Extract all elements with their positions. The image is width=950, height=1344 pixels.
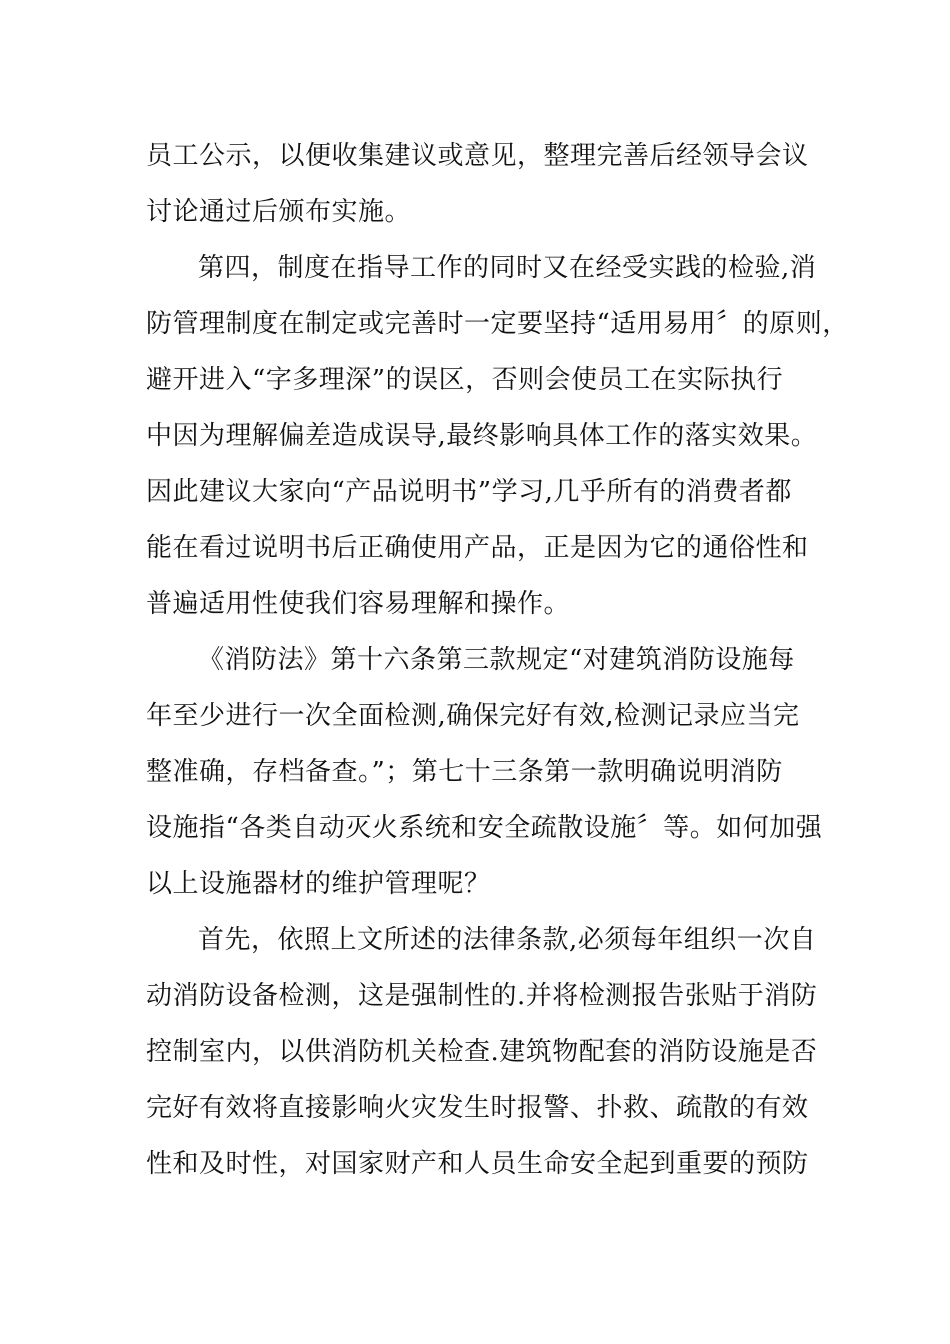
text-line: 防管理制度在制定或完善时一定要坚持“适用易用〞的原则， bbox=[146, 309, 849, 339]
text-line: 设施指“各类自动灭火系统和安全疏散设施〞等。如何加强 bbox=[146, 813, 823, 843]
text-line: 以上设施器材的维护管理呢？ bbox=[146, 869, 491, 899]
text-line: 普遍适用性使我们容易理解和操作。 bbox=[146, 589, 571, 619]
text-line: 员工公示，以便收集建议或意见，整理完善后经领导会议 bbox=[146, 141, 809, 171]
text-line: 能在看过说明书后正确使用产品，正是因为它的通俗性和 bbox=[146, 533, 809, 563]
text-line: 性和及时性，对国家财产和人员生命安全起到重要的预防 bbox=[146, 1149, 809, 1179]
text-line: 年至少进行一次全面检测,确保完好有效,检测记录应当完 bbox=[146, 701, 800, 731]
body-text bbox=[146, 128, 849, 1192]
paragraph-start-line: 首先，依照上文所述的法律条款,必须每年组织一次自 bbox=[198, 925, 817, 955]
text-line: 避开进入“字多理深”的误区，否则会使员工在实际执行 bbox=[146, 365, 784, 395]
paragraph-start-line: 《消防法》第十六条第三款规定“对建筑消防设施每 bbox=[198, 645, 795, 675]
text-line: 讨论通过后颁布实施。 bbox=[146, 197, 412, 227]
text-line: 中因为理解偏差造成误导,最终影响具体工作的落实效果。 bbox=[146, 421, 818, 451]
text-line: 因此建议大家向“产品说明书”学习,几乎所有的消费者都 bbox=[146, 477, 792, 507]
paragraph-start-line: 第四，制度在指导工作的同时又在经受实践的检验,消 bbox=[198, 253, 817, 283]
text-line: 动消防设备检测，这是强制性的.并将检测报告张贴于消防 bbox=[146, 981, 818, 1011]
text-line: 完好有效将直接影响火灾发生时报警、扑救、疏散的有效 bbox=[146, 1093, 809, 1123]
text-line: 整准确，存档备查。”；第七十三条第一款明确说明消防 bbox=[146, 757, 783, 787]
text-line: 控制室内，以供消防机关检查.建筑物配套的消防设施是否 bbox=[146, 1037, 818, 1067]
